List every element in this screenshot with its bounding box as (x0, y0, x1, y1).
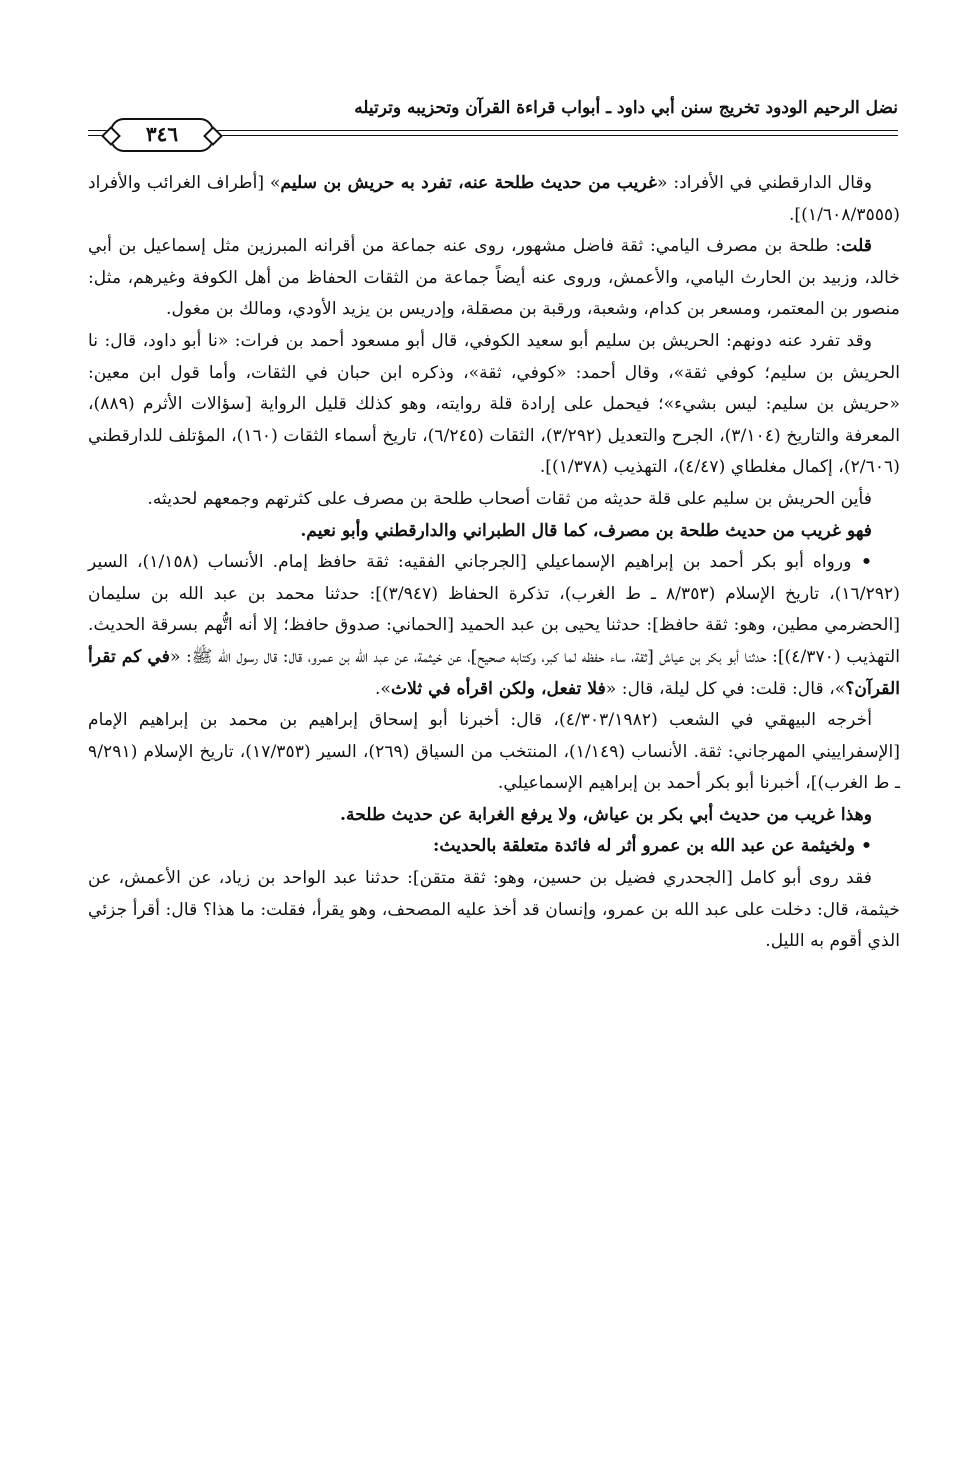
bullet-icon: • (851, 552, 872, 573)
conclusion-bold: وهذا غريب من حديث أبي بكر بن عياش، ولا يرفع الغرابة عن حديث طلحة. (340, 804, 872, 825)
text-segment: وقد تفرد عنه دونهم: الحريش بن سليم أبو سعيد الكوفي، قال أبو مسعود أحمد بن فرات: «نا أبو داود، قال: نا الحريش بن سليم؛ كوفي ثقة»، وقال أحمد: «كوفي، ثقة»، وذكره ابن حبان في الثقات، وأما قول ابن معين: «حريش بن سليم: ليس بشيء»؛ فيحمل على إرادة قلة روايته، وهو كذلك قليل الرواية [سؤالات الأثرم (٨٨٩)، المعرفة والتاريخ (٣/١٠٤)، الجرح والتعديل (٣/٢٩٢)، الثقات (٦/٢٤٥)، تاريخ أسماء الثقات (١٦٠)، المؤتلف للدارقطني (٢/٦٠٦)، إكمال مغلطاي (٤/٤٧)، التهذيب (١/٣٧٨)]. (88, 330, 901, 478)
paragraph (88, 705, 900, 800)
hadith-bold: فلا تفعل، ولكن اقرأه في ثلاث (390, 678, 606, 699)
paragraph (88, 863, 900, 958)
qultu-label: قلت (841, 236, 872, 257)
body-text (88, 168, 900, 958)
paragraph (88, 516, 900, 548)
paragraph (88, 831, 900, 863)
text-segment: وقال الدارقطني في الأفراد: « (657, 173, 873, 193)
quote-bold: غريب من حديث طلحة عنه، تفرد به حريش بن سليم (280, 173, 658, 193)
paragraph (88, 484, 900, 516)
text-segment: : طلحة بن مصرف اليامي: ثقة فاضل مشهور، روى عنه جماعة من أقرانه المبرزين مثل إسماعيل بن أبي خالد، وزبيد بن الحارث اليامي، والأعمش، وروى عنه أيضاً جماعة من الثقات الحفاظ من أهل الكوفة وغيرهم، مثل: منصور بن المعتمر، ومسعر بن كدام، وشعبة، ورقبة بن مصقلة، وإدريس بن يزيد الأودي، ومالك بن مغول. (88, 236, 900, 320)
paragraph (88, 547, 900, 705)
paragraph (88, 168, 900, 231)
paragraph (88, 800, 900, 832)
paragraph (88, 326, 900, 484)
hadith-bold: في كم تقرأ القرآن؟ (88, 646, 900, 699)
text-segment: أخرجه البيهقي في الشعب (٤/٣٠٣/١٩٨٢)، قال: أخبرنا أبو إسحاق إبراهيم بن محمد بن إبراهيم الإمام [الإسفراييني المهرجاني: ثقة. الأنساب (١/١٤٩)، المنتخب من السياق (٢٦٩)، السير (١٧/٣٥٣)، تاريخ الإسلام (٩/٢٩١ ـ ط الغرب)]، أخبرنا أبو بكر أحمد بن إبراهيم الإسماعيلي. (88, 710, 901, 794)
conclusion-bold: فهو غريب من حديث طلحة بن مصرف، كما قال الطبراني والدارقطني وأبو نعيم. (300, 520, 872, 541)
paragraph (88, 231, 900, 326)
page-number: ٣٤٦ (110, 118, 214, 152)
running-header (88, 96, 898, 150)
section-heading: • ولخيثمة عن عبد الله بن عمرو أثر له فائدة متعلقة بالحديث: (433, 836, 872, 857)
text-segment: »، قال: قلت: في كل ليلة، قال: « (605, 678, 846, 699)
text-segment: » [أطراف الغرائب والأفراد (١/٦٠٨/٣٥٥٥)]. (88, 173, 900, 225)
text-segment: فقد روى أبو كامل [الجحدري فضيل بن حسين، وهو: ثقة متقن]: حدثنا عبد الواحد بن زياد، عن الأعمش، عن خيثمة، قال: دخلت على عبد الله بن عمرو، وإنسان قد أخذ عليه المصحف، وهو يقرأ، فقلت: ما هذا؟ قال: أقرأ جزئي الذي أقوم به الليل. (88, 868, 900, 952)
text-segment: فأين الحريش بن سليم على قلة حديثه من ثقات أصحاب طلحة بن مصرف على كثرتهم وجمعهم لحديثه. (147, 488, 872, 509)
header-title: نضل الرحيم الودود تخريج سنن أبي داود ـ أبواب قراءة القرآن وتحزيبه وترتيله (354, 98, 898, 118)
text-segment: ورواه أبو بكر أحمد بن إبراهيم الإسماعيلي [الجرجاني الفقيه: ثقة حافظ إمام. الأنساب (١/١٥٨)، السير (١٦/٢٩٢)، تاريخ الإسلام (٨/٣٥٣ ـ ط الغرب)، تذكرة الحفاظ (٣/٩٤٧)]: حدثنا محمد بن عبد الله بن سليمان [الحضرمي مطين، وهو: ثقة حافظ]: حدثنا يحيى بن عبد الحميد [الحماني: صدوق حافظ؛ إلا أنه اتُّهم بسرقة الحديث. التهذيب (٤/٣٧٠)]: حدثنا أبو بكر بن عياش [ثقة، ساء حفظه لما كبر، وكتابه صحيح]، عن خيثمة، عن عبد الله بن عمرو، قال: قال رسول الله ﷺ: « (88, 552, 901, 667)
text-segment: ». (374, 678, 391, 699)
